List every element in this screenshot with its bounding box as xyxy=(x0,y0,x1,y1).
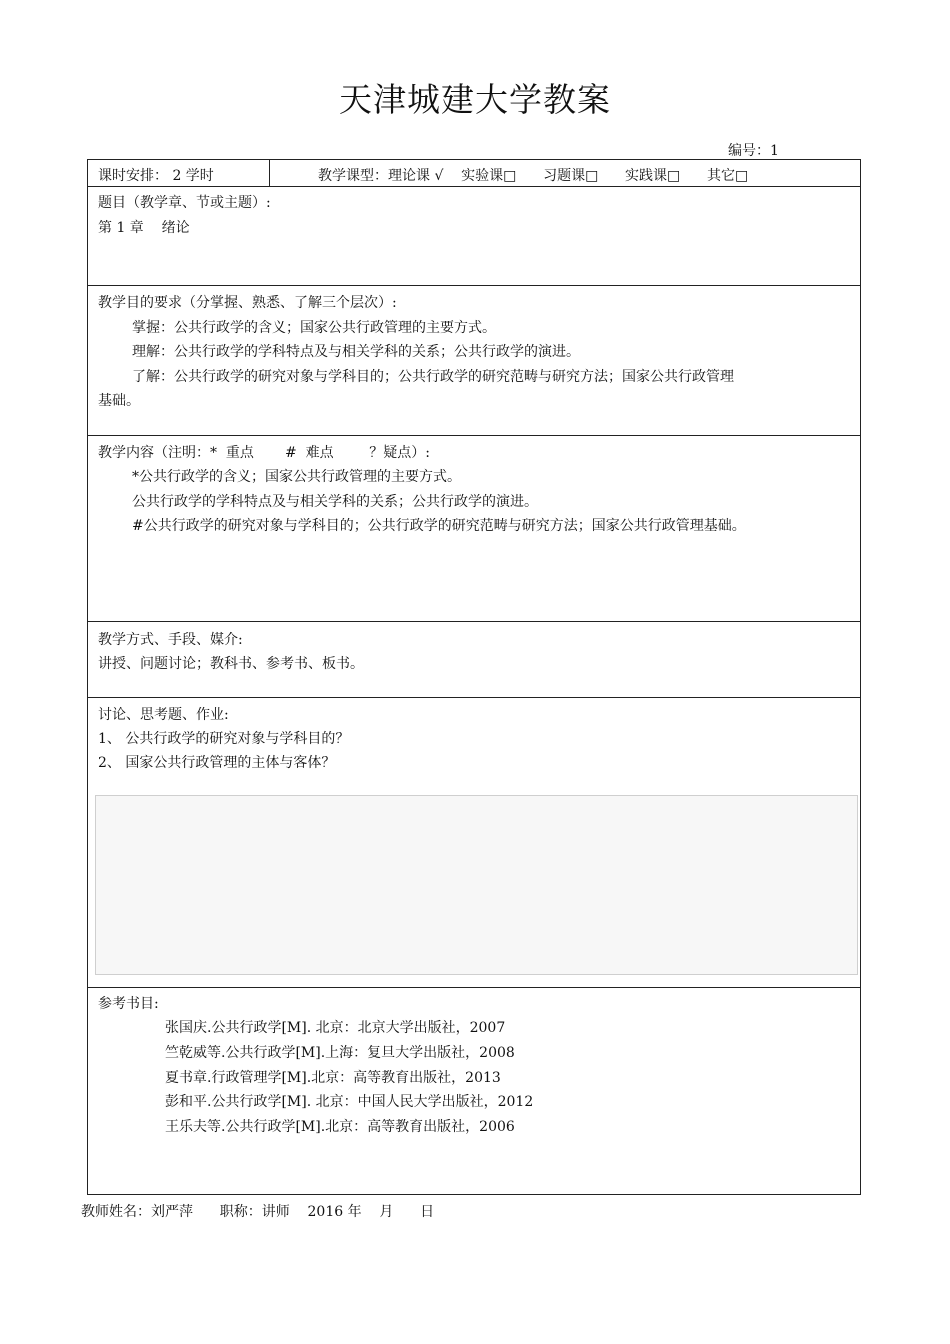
reference-item: 王乐夫等.公共行政学[M].北京：高等教育出版社，2006 xyxy=(165,1119,515,1135)
reference-item: 张国庆.公共行政学[M]. 北京：北京大学出版社，2007 xyxy=(165,1020,506,1036)
discussion-section xyxy=(88,698,860,988)
schedule-row xyxy=(88,160,860,187)
discussion-label: 讨论、思考题、作业: xyxy=(98,707,229,723)
topic-label: 题目（教学章、节或主题）: xyxy=(98,195,271,211)
column-divider xyxy=(269,160,270,186)
topic-content: 第 1 章 绪论 xyxy=(98,220,190,236)
discussion-item: 2、 国家公共行政管理的主体与客体？ xyxy=(98,755,336,771)
topic-section xyxy=(88,186,860,286)
serial-number: 编号：1 xyxy=(728,143,779,159)
reference-item: 彭和平.公共行政学[M]. 北京：中国人民大学出版社，2012 xyxy=(165,1094,534,1110)
teacher-signature-line: 教师姓名：刘严萍 职称：讲师 2016 年 月 日 xyxy=(81,1204,435,1220)
objective-know-cont: 基础。 xyxy=(98,393,140,409)
objective-understand: 理解：公共行政学的学科特点及与相关学科的关系；公共行政学的演进。 xyxy=(132,344,580,360)
blank-notes-box xyxy=(95,795,858,975)
methods-content: 讲授、问题讨论；教科书、参考书、板书。 xyxy=(98,656,364,672)
content-line: 公共行政学的学科特点及与相关学科的关系；公共行政学的演进。 xyxy=(132,494,538,510)
content-label: 教学内容（注明：* 重点 # 难点 ？疑点）: xyxy=(98,445,430,461)
content-section xyxy=(88,436,860,622)
lesson-plan-form xyxy=(87,159,861,1195)
discussion-item: 1、 公共行政学的研究对象与学科目的？ xyxy=(98,731,350,747)
objectives-section xyxy=(88,286,860,436)
reference-item: 夏书章.行政管理学[M].北京：高等教育出版社，2013 xyxy=(165,1070,501,1086)
references-label: 参考书目: xyxy=(98,996,159,1012)
objective-know: 了解：公共行政学的研究对象与学科目的；公共行政学的研究范畴与研究方法；国家公共行政管理 xyxy=(132,369,734,385)
reference-item: 竺乾威等.公共行政学[M].上海：复旦大学出版社，2008 xyxy=(165,1045,515,1061)
objectives-label: 教学目的要求（分掌握、熟悉、了解三个层次）: xyxy=(98,295,397,311)
document-title: 天津城建大学教案 xyxy=(339,80,611,119)
content-key-point: *公共行政学的含义；国家公共行政管理的主要方式。 xyxy=(132,469,461,485)
methods-section xyxy=(88,622,860,698)
course-type-options: 教学课型：理论课 √ 实验课□ 习题课□ 实践课□ 其它□ xyxy=(318,168,749,184)
class-hours: 课时安排： 2 学时 xyxy=(98,168,214,184)
objective-master: 掌握：公共行政学的含义；国家公共行政管理的主要方式。 xyxy=(132,320,496,336)
content-difficult-point: #公共行政学的研究对象与学科目的；公共行政学的研究范畴与研究方法；国家公共行政管理基础。 xyxy=(132,518,746,534)
references-section xyxy=(88,988,860,1194)
methods-label: 教学方式、手段、媒介: xyxy=(98,632,243,648)
